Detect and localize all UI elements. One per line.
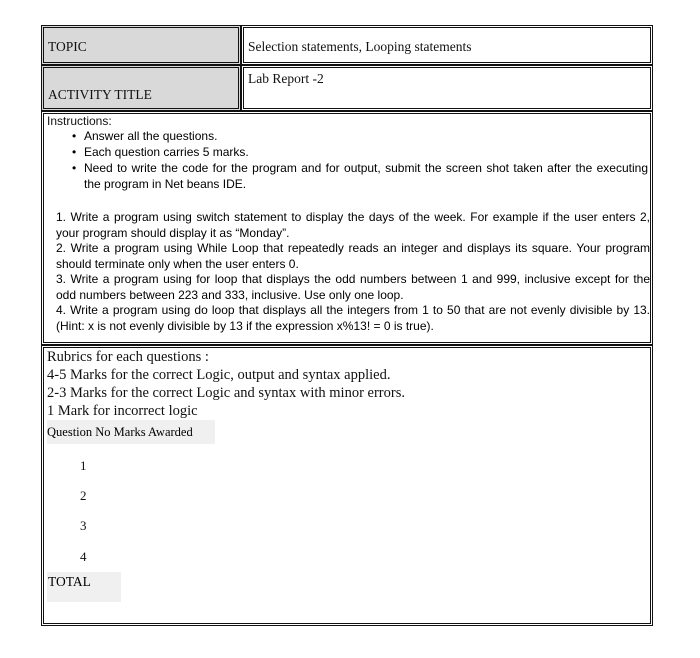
question-item: 2. Write a program using While Loop that repeatedly reads an integer and displays its square. Your program should terminate only when the user enters 0. bbox=[56, 241, 650, 271]
topic-label-cell bbox=[41, 25, 241, 65]
question-list bbox=[56, 210, 650, 334]
total-label: TOTAL bbox=[47, 572, 121, 602]
activity-title-label: ACTIVITY TITLE bbox=[48, 87, 152, 102]
question-item: 4. Write a program using do loop that displays all the integers from 1 to 50 that are not evenly divisible by 13. (Hint: x is not evenly divisible by 13 if the expression x%13! = 0 is true). bbox=[56, 303, 650, 333]
topic-label: TOPIC bbox=[48, 39, 87, 54]
topic-value-cell bbox=[241, 25, 653, 65]
instructions-section bbox=[41, 111, 653, 345]
activity-title-label-cell bbox=[41, 65, 241, 111]
instruction-bullet: • Each question carries 5 marks. bbox=[72, 144, 650, 160]
rubric-line: 4-5 Marks for the correct Logic, output and syntax applied. bbox=[47, 367, 391, 383]
rubrics-section bbox=[41, 345, 653, 626]
question-number: 4 bbox=[80, 549, 87, 564]
instruction-bullet-list bbox=[72, 128, 650, 192]
question-number: 3 bbox=[80, 518, 87, 533]
question-number: 1 bbox=[80, 458, 87, 473]
activity-title-value-cell bbox=[241, 65, 653, 111]
rubric-line: 1 Mark for incorrect logic bbox=[47, 403, 198, 419]
lab-report-form bbox=[41, 25, 653, 626]
question-number: 2 bbox=[80, 488, 87, 503]
rubrics-heading: Rubrics for each questions : bbox=[47, 349, 209, 365]
rubric-line: 2-3 Marks for the correct Logic and syntax with minor errors. bbox=[47, 385, 405, 401]
instruction-bullet: • Answer all the questions. bbox=[72, 128, 650, 144]
instructions-title: Instructions: bbox=[47, 114, 112, 128]
topic-value: Selection statements, Looping statements bbox=[248, 39, 472, 54]
question-item: 1. Write a program using switch statement to display the days of the week. For example if the user enters 2, your program should display it as “Monday”. bbox=[56, 210, 650, 240]
activity-title-value: Lab Report -2 bbox=[248, 71, 324, 86]
marks-table-header: Question No Marks Awarded bbox=[47, 420, 215, 444]
question-item: 3. Write a program using for loop that displays the odd numbers between 1 and 999, inclusive except for the odd numbers between 223 and 333, inclusive. Use only one loop. bbox=[56, 272, 650, 302]
instruction-bullet: • Need to write the code for the program and for output, submit the screen shot taken after the executing the program in Net beans IDE. bbox=[72, 160, 650, 192]
